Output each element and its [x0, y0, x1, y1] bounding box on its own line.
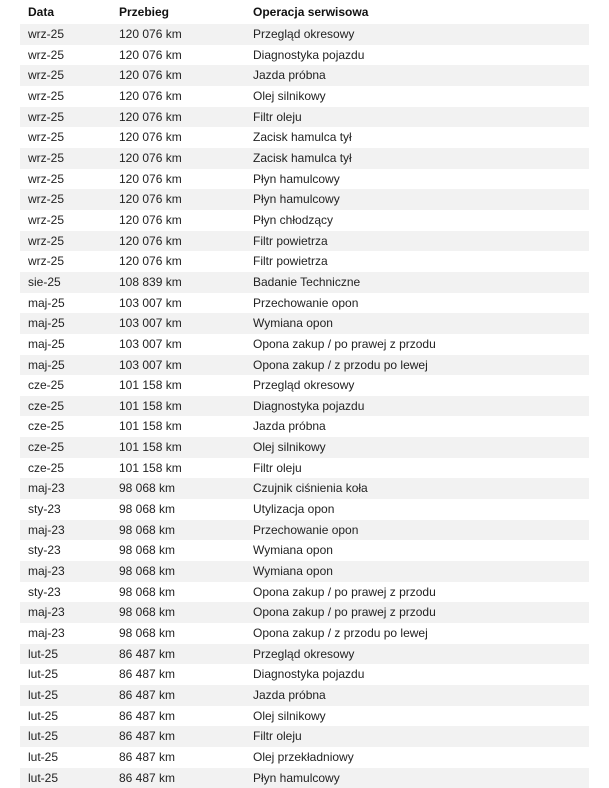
row-mileage: 98 068 km — [119, 605, 176, 620]
table-row — [20, 602, 589, 623]
row-date: wrz-25 — [28, 130, 65, 145]
table-row — [20, 561, 589, 582]
row-mileage: 86 487 km — [119, 667, 176, 682]
row-date: lut-25 — [28, 646, 59, 661]
row-operation: Czujnik ciśnienia koła — [253, 481, 368, 496]
row-mileage: 120 076 km — [119, 150, 182, 165]
table-row — [20, 251, 589, 272]
row-mileage: 86 487 km — [119, 688, 176, 702]
row-operation: Opona zakup / po prawej z przodu — [253, 336, 436, 351]
row-mileage: 101 158 km — [119, 378, 182, 393]
row-date: lut-25 — [28, 770, 59, 785]
row-operation: Opona zakup / z przodu po lewej — [253, 357, 428, 372]
table-row — [20, 293, 589, 314]
row-date: lut-25 — [28, 688, 59, 702]
table-row — [20, 231, 589, 252]
row-date: wrz-25 — [28, 254, 65, 269]
row-mileage: 103 007 km — [119, 357, 182, 372]
row-date: maj-23 — [28, 481, 65, 496]
row-date: wrz-25 — [28, 192, 65, 207]
row-operation: Wymiana opon — [253, 316, 333, 331]
row-operation: Utylizacja opon — [253, 502, 335, 517]
header-mileage: Przebieg — [119, 5, 170, 19]
row-date: sty-23 — [28, 584, 61, 599]
row-mileage: 98 068 km — [119, 584, 176, 599]
row-mileage: 86 487 km — [119, 770, 176, 785]
row-date: sty-23 — [28, 543, 61, 558]
table-row — [20, 45, 589, 66]
row-operation: Olej silnikowy — [253, 88, 326, 103]
table-row — [20, 107, 589, 128]
row-mileage: 120 076 km — [119, 47, 182, 62]
table-row — [20, 313, 589, 334]
row-mileage: 101 158 km — [119, 419, 182, 434]
row-mileage: 98 068 km — [119, 522, 176, 537]
row-date: wrz-25 — [28, 233, 65, 248]
row-mileage: 108 839 km — [119, 274, 182, 289]
service-history-table — [20, 0, 589, 788]
table-row — [20, 355, 589, 376]
row-mileage: 101 158 km — [119, 440, 182, 455]
row-date: maj-23 — [28, 522, 65, 537]
row-date: cze-25 — [28, 419, 65, 434]
row-operation: Filtr oleju — [253, 460, 302, 475]
row-mileage: 120 076 km — [119, 27, 182, 41]
header-date: Data — [28, 5, 55, 19]
table-row — [20, 458, 589, 479]
table-row — [20, 272, 589, 293]
table-row — [20, 86, 589, 107]
row-operation: Płyn hamulcowy — [253, 171, 340, 186]
row-date: sty-23 — [28, 502, 61, 517]
row-operation: Przegląd okresowy — [253, 27, 355, 41]
row-date: wrz-25 — [28, 109, 65, 124]
row-mileage: 86 487 km — [119, 708, 176, 723]
table-row — [20, 148, 589, 169]
row-date: maj-25 — [28, 316, 65, 331]
table-row — [20, 582, 589, 603]
table-row — [20, 375, 589, 396]
row-operation: Olej przekładniowy — [253, 749, 354, 764]
table-row — [20, 644, 589, 665]
row-date: maj-23 — [28, 605, 65, 620]
row-operation: Filtr powietrza — [253, 233, 328, 248]
table-row — [20, 65, 589, 86]
row-mileage: 103 007 km — [119, 316, 182, 331]
row-mileage: 120 076 km — [119, 212, 182, 227]
row-date: lut-25 — [28, 708, 59, 723]
row-date: cze-25 — [28, 460, 65, 475]
row-operation: Diagnostyka pojazdu — [253, 398, 365, 413]
row-operation: Badanie Techniczne — [253, 274, 361, 289]
row-mileage: 86 487 km — [119, 729, 176, 744]
table-row — [20, 24, 589, 45]
row-date: wrz-25 — [28, 27, 65, 41]
row-operation: Filtr oleju — [253, 729, 302, 744]
row-operation: Przechowanie opon — [253, 295, 359, 310]
row-operation: Filtr powietrza — [253, 254, 328, 269]
row-mileage: 98 068 km — [119, 502, 176, 517]
table-row — [20, 334, 589, 355]
table-row — [20, 623, 589, 644]
row-date: lut-25 — [28, 729, 59, 744]
row-operation: Przechowanie opon — [253, 522, 359, 537]
table-body — [20, 24, 589, 788]
row-operation: Filtr oleju — [253, 109, 302, 124]
table-row — [20, 437, 589, 458]
row-operation: Wymiana opon — [253, 543, 333, 558]
table-row — [20, 416, 589, 437]
table-row — [20, 520, 589, 541]
row-mileage: 103 007 km — [119, 336, 182, 351]
row-operation: Zacisk hamulca tył — [253, 130, 352, 145]
table-row — [20, 396, 589, 417]
row-operation: Zacisk hamulca tył — [253, 150, 352, 165]
row-operation: Diagnostyka pojazdu — [253, 47, 365, 62]
row-mileage: 120 076 km — [119, 171, 182, 186]
table-row — [20, 664, 589, 685]
header-operation: Operacja serwisowa — [253, 5, 369, 19]
row-operation: Przegląd okresowy — [253, 646, 355, 661]
row-operation: Jazda próbna — [253, 688, 326, 702]
row-date: maj-25 — [28, 357, 65, 372]
table-row — [20, 478, 589, 499]
row-mileage: 120 076 km — [119, 192, 182, 207]
row-mileage: 120 076 km — [119, 109, 182, 124]
table-row — [20, 499, 589, 520]
row-mileage: 101 158 km — [119, 460, 182, 475]
row-date: cze-25 — [28, 440, 65, 455]
row-date: maj-25 — [28, 295, 65, 310]
row-date: lut-25 — [28, 667, 59, 682]
row-mileage: 98 068 km — [119, 481, 176, 496]
row-date: sie-25 — [28, 274, 61, 289]
row-operation: Jazda próbna — [253, 419, 326, 434]
row-date: wrz-25 — [28, 88, 65, 103]
row-mileage: 86 487 km — [119, 749, 176, 764]
row-mileage: 103 007 km — [119, 295, 182, 310]
table-row — [20, 747, 589, 768]
row-date: wrz-25 — [28, 47, 65, 62]
row-operation: Przegląd okresowy — [253, 378, 355, 393]
row-operation: Opona zakup / po prawej z przodu — [253, 584, 436, 599]
row-date: maj-25 — [28, 336, 65, 351]
row-mileage: 86 487 km — [119, 646, 176, 661]
table-row — [20, 726, 589, 747]
row-operation: Wymiana opon — [253, 564, 333, 579]
row-mileage: 120 076 km — [119, 254, 182, 269]
row-operation: Opona zakup / z przodu po lewej — [253, 626, 428, 641]
row-date: cze-25 — [28, 378, 65, 393]
row-mileage: 120 076 km — [119, 88, 182, 103]
table-row — [20, 189, 589, 210]
row-date: wrz-25 — [28, 171, 65, 186]
row-mileage: 120 076 km — [119, 130, 182, 145]
row-date: maj-23 — [28, 564, 65, 579]
row-date: cze-25 — [28, 398, 65, 413]
row-date: wrz-25 — [28, 68, 65, 83]
row-mileage: 98 068 km — [119, 564, 176, 579]
table-row — [20, 210, 589, 231]
row-date: wrz-25 — [28, 212, 65, 227]
table-header — [20, 0, 589, 24]
row-operation: Olej silnikowy — [253, 708, 326, 723]
row-mileage: 98 068 km — [119, 543, 176, 558]
row-operation: Diagnostyka pojazdu — [253, 667, 365, 682]
row-mileage: 120 076 km — [119, 68, 182, 83]
row-date: lut-25 — [28, 749, 59, 764]
table-row — [20, 706, 589, 727]
table-row — [20, 685, 589, 706]
row-date: wrz-25 — [28, 150, 65, 165]
row-mileage: 98 068 km — [119, 626, 176, 641]
row-operation: Płyn hamulcowy — [253, 770, 340, 785]
row-operation: Jazda próbna — [253, 68, 326, 83]
row-mileage: 101 158 km — [119, 398, 182, 413]
row-operation: Płyn chłodzący — [253, 212, 334, 227]
row-operation: Opona zakup / po prawej z przodu — [253, 605, 436, 620]
table-row — [20, 540, 589, 561]
table-row — [20, 127, 589, 148]
row-mileage: 120 076 km — [119, 233, 182, 248]
row-operation: Płyn hamulcowy — [253, 192, 340, 207]
table-row — [20, 169, 589, 190]
row-operation: Olej silnikowy — [253, 440, 326, 455]
row-date: maj-23 — [28, 626, 65, 641]
